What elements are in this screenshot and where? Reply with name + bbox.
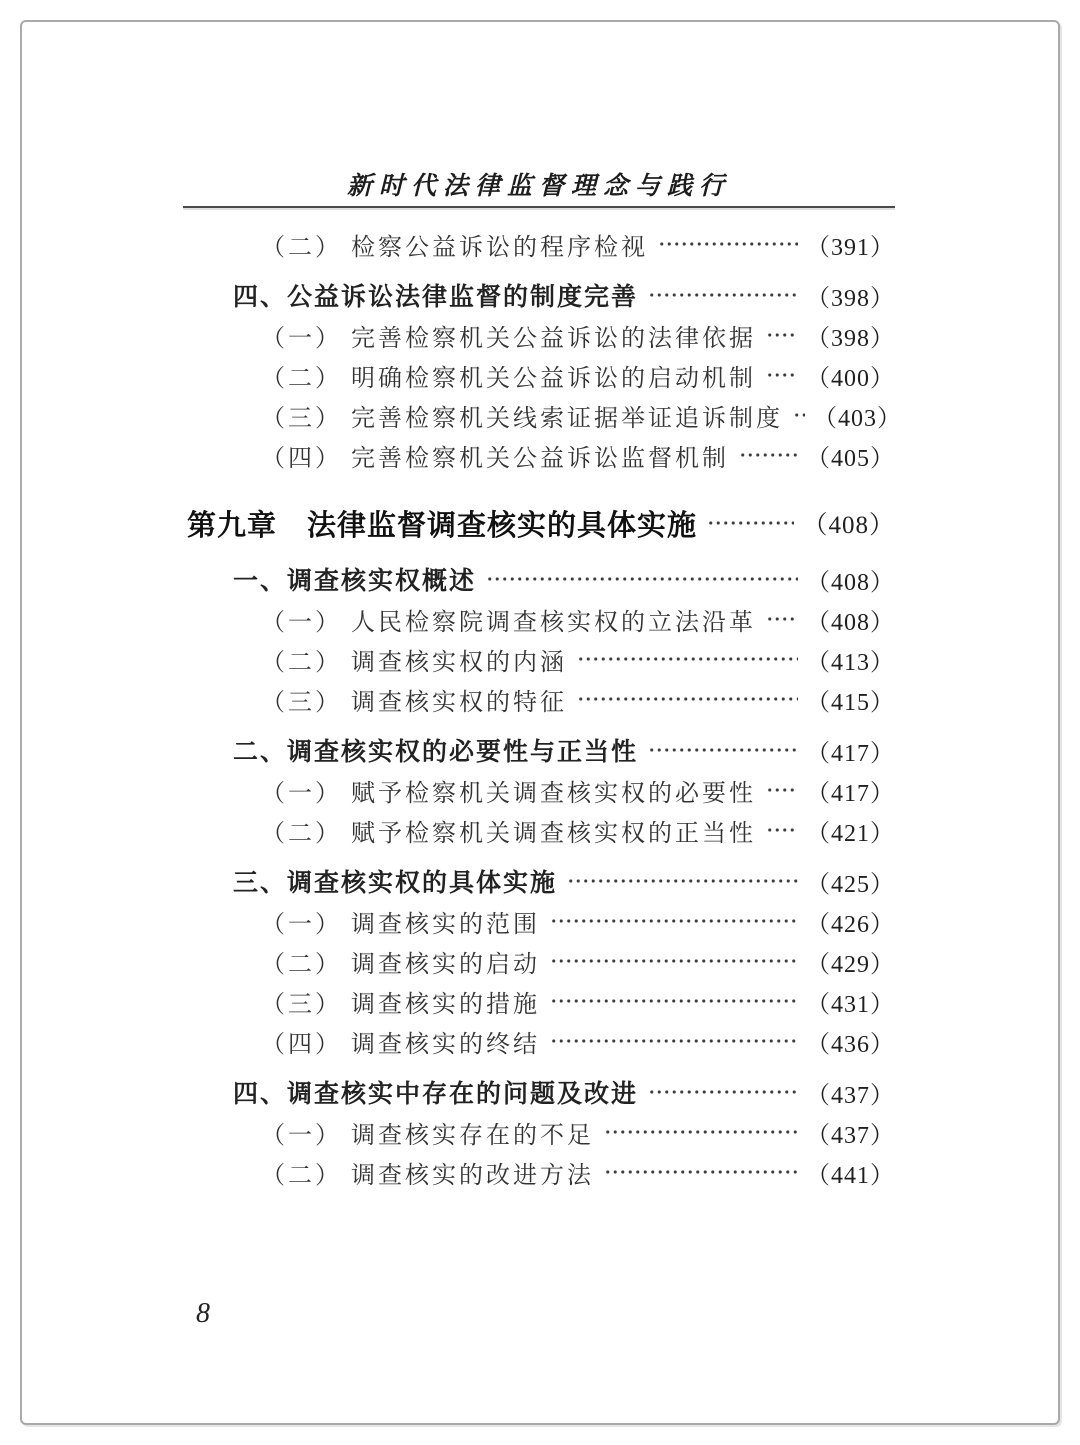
toc-page-number: （437） [806,1082,895,1109]
dot-leader [577,691,798,707]
toc-page-number: （398） [806,285,895,312]
dot-leader [550,993,798,1009]
toc-entry-label: （二） 赋予检察机关调查核实权的正当性 [261,820,756,847]
table-of-contents [183,224,902,1192]
toc-entry-label: 四、公益诉讼法律监督的制度完善 [233,284,639,311]
toc-page-number: （431） [806,991,895,1018]
toc-entry-label: 三、调查核实权的具体实施 [233,870,558,897]
dot-leader [648,287,798,303]
toc-row [183,1152,895,1192]
dot-leader [577,651,798,667]
header-rule [183,206,895,208]
dot-leader [648,742,798,758]
toc-entry-label: （一） 调查核实存在的不足 [261,1122,594,1149]
toc-row [183,730,895,770]
dot-leader [550,953,798,969]
toc-page-number: （405） [806,445,895,472]
toc-entry-label: （三） 完善检察机关线索证据举证追诉制度 [261,405,783,432]
dot-leader [766,611,798,627]
toc-row [183,224,895,264]
dot-leader [550,913,798,929]
toc-page-number: （426） [806,911,895,938]
toc-page-number: （417） [806,780,895,807]
toc-entry-label: （二） 调查核实的启动 [261,951,540,978]
toc-entry-label: （二） 明确检察机关公益诉讼的启动机制 [261,365,756,392]
toc-row [183,639,895,679]
toc-page-number: （408） [806,569,895,596]
toc-page-number: （408） [806,609,895,636]
dot-leader [739,447,798,463]
dot-leader [793,407,805,423]
toc-page-number: （436） [806,1031,895,1058]
toc-row [183,435,895,475]
toc-row [183,679,895,719]
toc-row [183,1072,895,1112]
toc-entry-label: 四、调查核实中存在的问题及改进 [233,1081,639,1108]
dot-leader [766,327,798,343]
toc-entry-label: （二） 检察公益诉讼的程序检视 [261,234,648,261]
toc-entry-label: （一） 赋予检察机关调查核实权的必要性 [261,780,756,807]
toc-row [183,559,895,599]
toc-page-number: （408） [802,512,895,539]
toc-page-number: （429） [806,951,895,978]
toc-entry-label: （四） 调查核实的终结 [261,1031,540,1058]
toc-entry-label: （一） 人民检察院调查核实权的立法沿革 [261,609,756,636]
toc-page-number: （413） [806,649,895,676]
toc-page-number: （425） [806,871,895,898]
toc-page-number: （391） [806,234,895,261]
toc-row [183,941,895,981]
toc-page-number: （437） [806,1122,895,1149]
toc-row [183,315,895,355]
toc-entry-label: 第九章 法律监督调查核实的具体实施 [187,509,698,542]
dot-leader [604,1124,798,1140]
toc-row [183,770,895,810]
toc-page-number: （398） [806,325,895,352]
toc-entry-label: （一） 调查核实的范围 [261,911,540,938]
toc-entry-label: 二、调查核实权的必要性与正当性 [233,739,639,766]
toc-row [183,901,895,941]
toc-entry-label: （二） 调查核实的改进方法 [261,1162,594,1189]
toc-row [183,599,895,639]
toc-row [183,395,902,435]
toc-entry-label: （一） 完善检察机关公益诉讼的法律依据 [261,325,756,352]
dot-leader [658,236,798,252]
toc-page-number: （441） [806,1162,895,1189]
toc-row [183,1021,895,1061]
dot-leader [766,822,798,838]
toc-page-number: （421） [806,820,895,847]
toc-page-number: （417） [806,740,895,767]
toc-page-number: （400） [806,365,895,392]
toc-row [183,861,895,901]
dot-leader [604,1164,798,1180]
toc-row [183,355,895,395]
toc-row [183,981,895,1021]
toc-row [183,498,895,548]
dot-leader [550,1033,798,1049]
running-head-book-title: 新时代法律监督理念与践行 [346,173,731,200]
dot-leader [766,367,798,383]
toc-entry-label: （二） 调查核实权的内涵 [261,649,567,676]
dot-leader [567,873,798,889]
toc-page-number: （415） [806,689,895,716]
dot-leader [766,782,798,798]
toc-row [183,1112,895,1152]
toc-entry-label: 一、调查核实权概述 [233,568,477,595]
page-number: 8 [196,1298,210,1329]
dot-leader [648,1084,798,1100]
toc-row [183,275,895,315]
dot-leader [486,571,798,587]
toc-row [183,810,895,850]
dot-leader [707,515,794,531]
toc-page-number: （403） [813,405,902,432]
toc-entry-label: （三） 调查核实权的特征 [261,689,567,716]
toc-entry-label: （四） 完善检察机关公益诉讼监督机制 [261,445,729,472]
toc-entry-label: （三） 调查核实的措施 [261,991,540,1018]
